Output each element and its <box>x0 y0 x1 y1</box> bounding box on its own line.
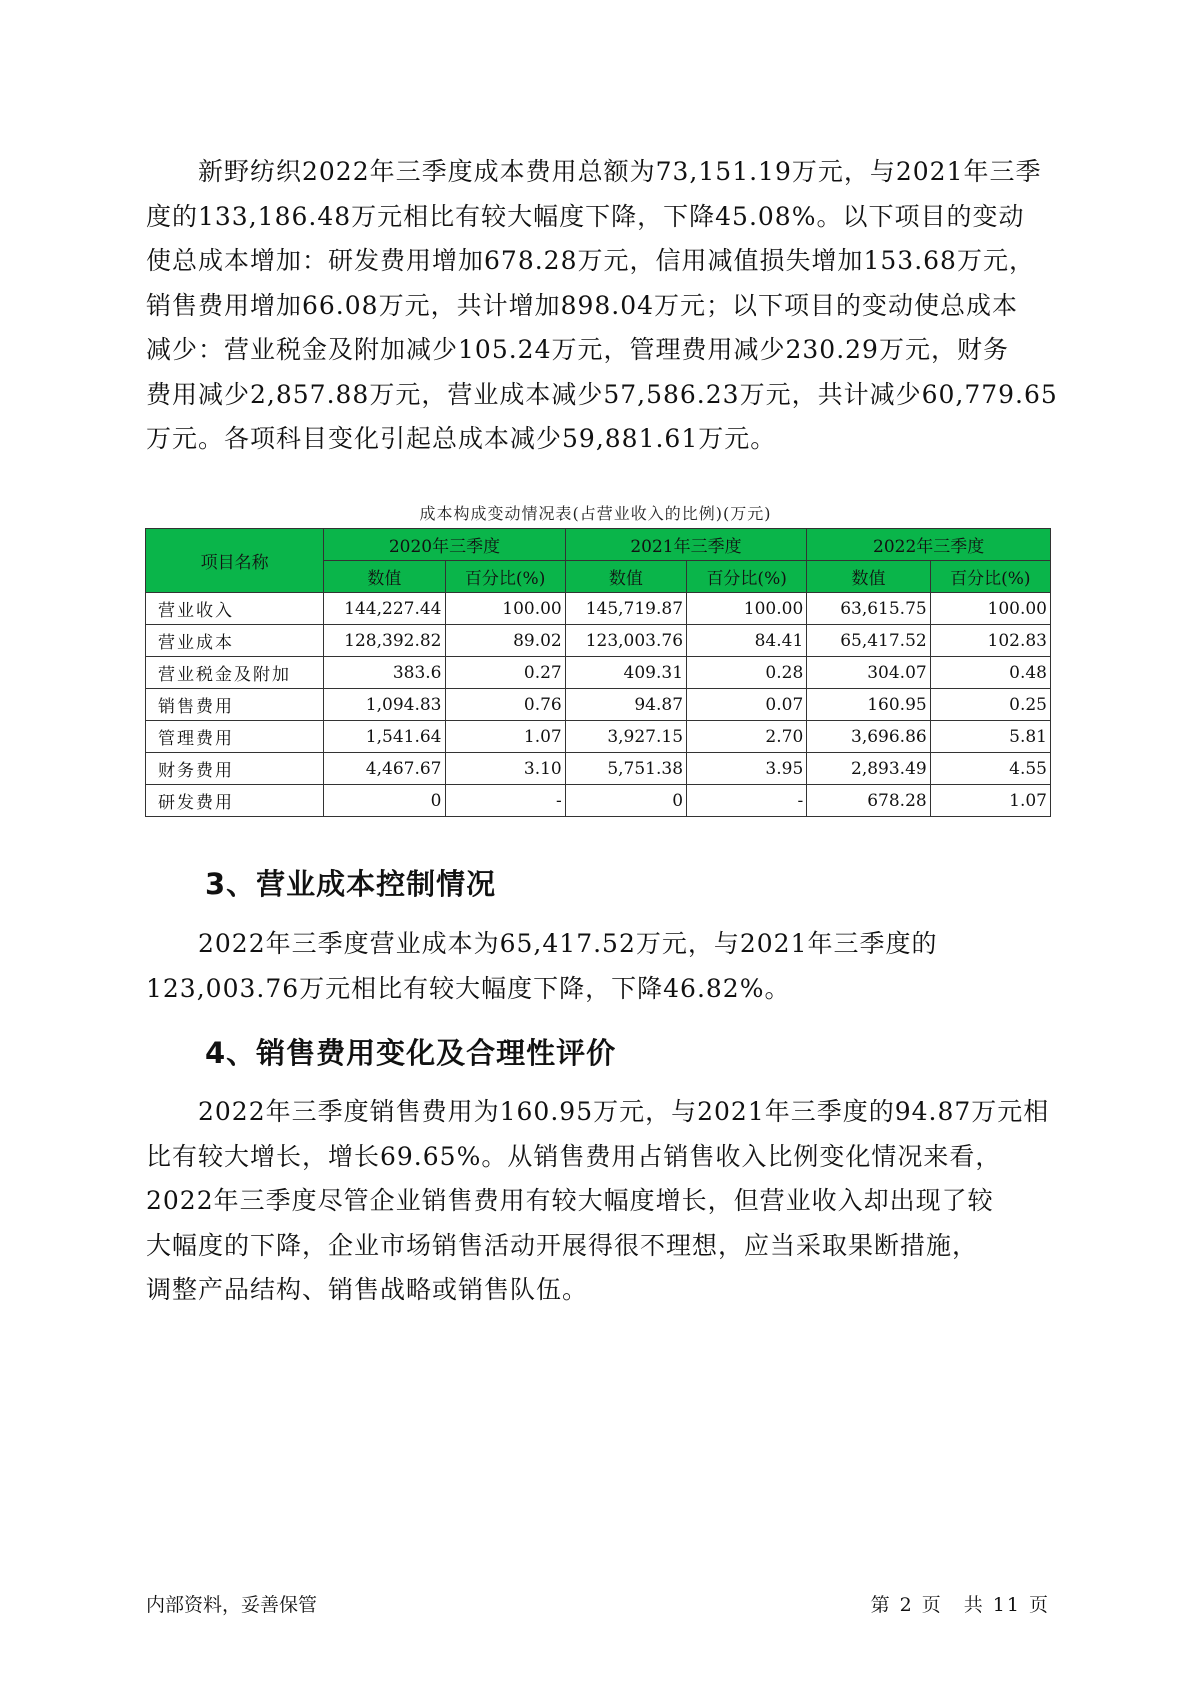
text-line: 费用减少2,857.88万元，营业成本减少57,586.23万元，共计减少60,779.65 <box>146 379 1058 409</box>
table-row <box>146 593 1051 625</box>
cell-value: 63,615.75 <box>807 593 930 625</box>
cell-value: 144,227.44 <box>324 593 445 625</box>
text-line: 大幅度的下降，企业市场销售活动开展得很不理想，应当采取果断措施， <box>146 1230 979 1260</box>
cell-value: 2,893.49 <box>807 753 930 785</box>
cell-value: 4,467.67 <box>324 753 445 785</box>
cell-value: 304.07 <box>807 657 930 689</box>
text-line: 2022年三季度销售费用为160.95万元，与2021年三季度的94.87万元相 <box>146 1097 1050 1126</box>
cell-value: 128,392.82 <box>324 625 445 657</box>
cell-percent: 0.25 <box>930 689 1050 721</box>
text-line: 调整产品结构、销售战略或销售队伍。 <box>146 1275 589 1304</box>
row-label: 营业税金及附加 <box>146 657 324 689</box>
row-label: 研发费用 <box>146 785 324 817</box>
cell-value: 678.28 <box>807 785 930 817</box>
cell-percent: 4.55 <box>930 753 1050 785</box>
row-label: 营业收入 <box>146 593 324 625</box>
cell-percent: - <box>687 785 807 817</box>
cell-percent: 0.07 <box>687 689 807 721</box>
row-label: 财务费用 <box>146 753 324 785</box>
footer-confidential-note: 内部资料，妥善保管 <box>146 1594 318 1616</box>
cell-percent: 5.81 <box>930 721 1050 753</box>
table-row <box>146 785 1051 817</box>
table-row <box>146 753 1051 785</box>
cell-value: 160.95 <box>807 689 930 721</box>
header-item-name: 项目名称 <box>146 529 324 593</box>
cell-value: 409.31 <box>565 657 686 689</box>
cell-percent: 102.83 <box>930 625 1050 657</box>
cell-percent: 1.07 <box>930 785 1050 817</box>
cell-percent: 1.07 <box>445 721 565 753</box>
text-line: 2022年三季度营业成本为65,417.52万元，与2021年三季度的 <box>146 929 938 958</box>
header-percent: 百分比(%) <box>445 561 565 593</box>
paragraph-cost-summary <box>146 150 1056 462</box>
header-period-2020: 2020年三季度 <box>324 529 566 561</box>
table-row <box>146 657 1051 689</box>
table-row <box>146 721 1051 753</box>
row-label: 管理费用 <box>146 721 324 753</box>
cell-percent: 100.00 <box>445 593 565 625</box>
row-label: 营业成本 <box>146 625 324 657</box>
cell-percent: 100.00 <box>687 593 807 625</box>
paragraph-operating-cost <box>146 922 1056 1011</box>
text-line: 123,003.76万元相比有较大幅度下降，下降46.82%。 <box>146 973 791 1003</box>
cell-value: 0 <box>324 785 445 817</box>
cell-percent: 100.00 <box>930 593 1050 625</box>
cell-value: 3,927.15 <box>565 721 686 753</box>
cost-structure-table <box>145 528 1051 817</box>
header-period-2021: 2021年三季度 <box>565 529 807 561</box>
row-label: 销售费用 <box>146 689 324 721</box>
footer-page-number: 第 2 页 共 11 页 <box>870 1594 1050 1616</box>
cell-percent: 84.41 <box>687 625 807 657</box>
cell-value: 5,751.38 <box>565 753 686 785</box>
text-line: 度的133,186.48万元相比有较大幅度下降，下降45.08%。以下项目的变动 <box>146 201 1025 231</box>
text-line: 使总成本增加：研发费用增加678.28万元，信用减值损失增加153.68万元， <box>146 246 1035 275</box>
section-3-heading: 3、营业成本控制情况 <box>205 867 497 901</box>
text-line: 比有较大增长，增长69.65%。从销售费用占销售收入比例变化情况来看， <box>146 1141 1002 1171</box>
cell-value: 94.87 <box>565 689 686 721</box>
cell-percent: 3.95 <box>687 753 807 785</box>
header-percent: 百分比(%) <box>687 561 807 593</box>
cell-percent: 0.27 <box>445 657 565 689</box>
header-period-2022: 2022年三季度 <box>807 529 1051 561</box>
cell-percent: 89.02 <box>445 625 565 657</box>
header-value: 数值 <box>324 561 445 593</box>
cell-percent: 0.28 <box>687 657 807 689</box>
cell-value: 383.6 <box>324 657 445 689</box>
text-line: 万元。各项科目变化引起总成本减少59,881.61万元。 <box>146 424 777 453</box>
cell-percent: 0.76 <box>445 689 565 721</box>
table-row <box>146 689 1051 721</box>
cell-percent: 2.70 <box>687 721 807 753</box>
paragraph-sales-expense <box>146 1090 1056 1313</box>
cell-percent: 0.48 <box>930 657 1050 689</box>
header-value: 数值 <box>565 561 686 593</box>
table-row <box>146 625 1051 657</box>
section-4-heading: 4、销售费用变化及合理性评价 <box>205 1036 617 1070</box>
text-line: 销售费用增加66.08万元，共计增加898.04万元；以下项目的变动使总成本 <box>146 290 1019 320</box>
cell-value: 65,417.52 <box>807 625 930 657</box>
cell-value: 0 <box>565 785 686 817</box>
cell-value: 1,094.83 <box>324 689 445 721</box>
cell-value: 145,719.87 <box>565 593 686 625</box>
cell-value: 3,696.86 <box>807 721 930 753</box>
cell-value: 123,003.76 <box>565 625 686 657</box>
text-line: 减少：营业税金及附加减少105.24万元，管理费用减少230.29万元，财务 <box>146 335 1009 364</box>
cell-percent: 3.10 <box>445 753 565 785</box>
cell-value: 1,541.64 <box>324 721 445 753</box>
text-line: 2022年三季度尽管企业销售费用有较大幅度增长，但营业收入却出现了较 <box>146 1186 994 1215</box>
text-line: 新野纺织2022年三季度成本费用总额为73,151.19万元，与2021年三季 <box>146 157 1042 186</box>
header-value: 数值 <box>807 561 930 593</box>
cell-percent: - <box>445 785 565 817</box>
header-percent: 百分比(%) <box>930 561 1050 593</box>
table-caption: 成本构成变动情况表(占营业收入的比例)(万元) <box>419 504 772 523</box>
